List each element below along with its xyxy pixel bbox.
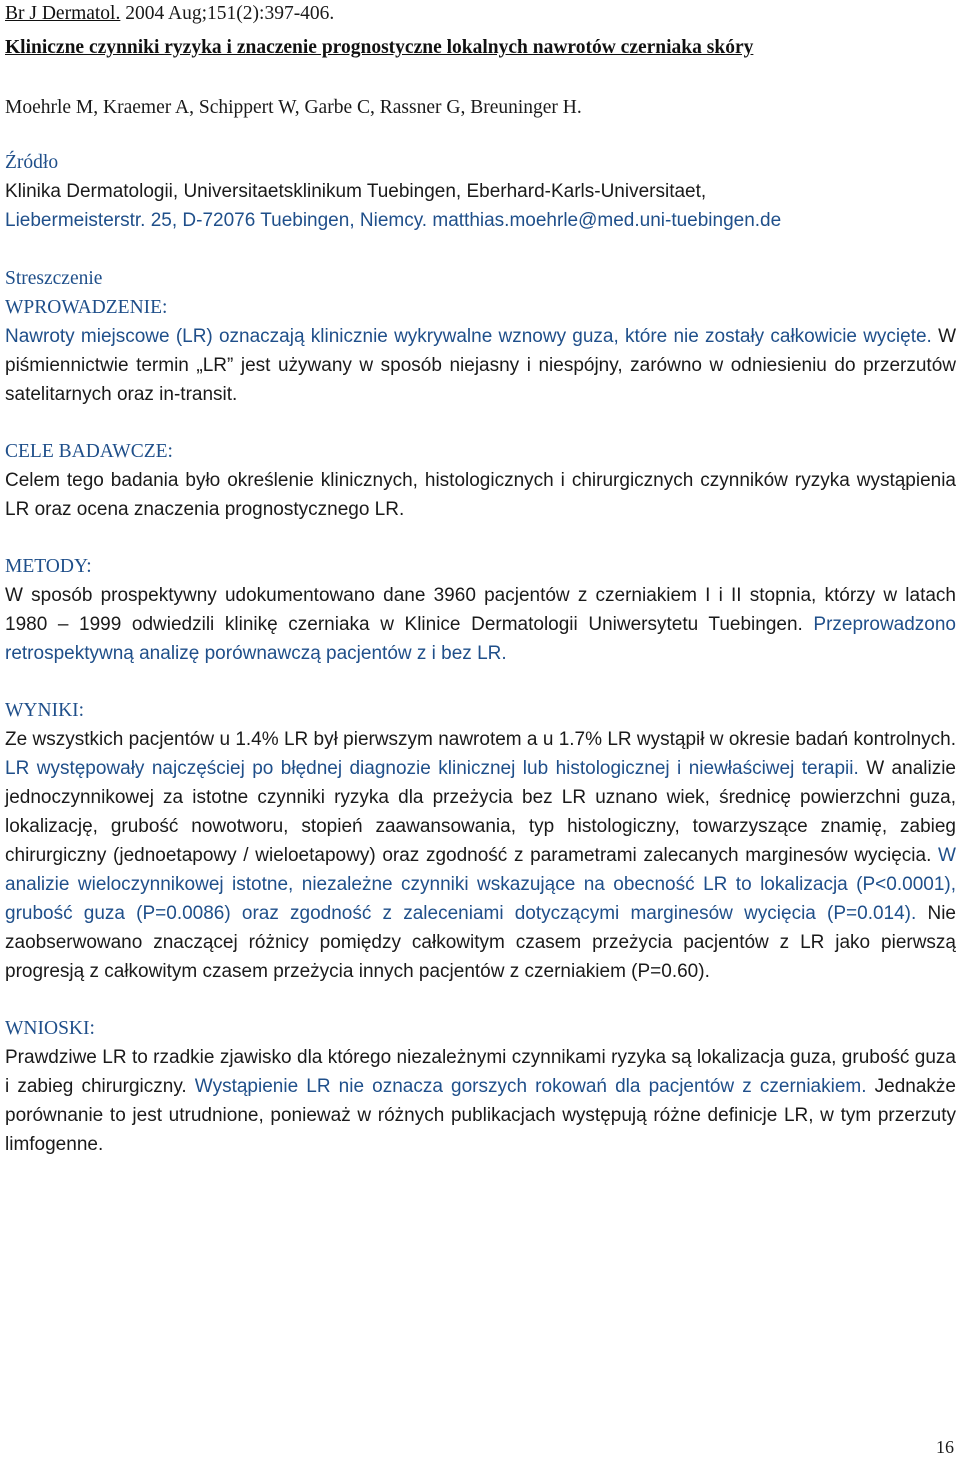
authors: Moehrle M, Kraemer A, Schippert W, Garbe C, Rassner G, Breuninger H. [5,97,582,118]
methods-text [5,581,956,668]
methods-text-part2: Przeprowadzono retrospektywną analizę porównawczą pacjentów z i bez LR. [5,614,956,664]
intro-heading: WPROWADZENIE: [5,297,168,318]
affiliation-email: matthias.moehrle@med.uni-tuebingen.de [432,210,782,231]
article-title [5,33,956,63]
journal-link[interactable]: Br J Dermatol. [5,3,121,24]
article-title-link[interactable]: Kliniczne czynniki ryzyka i znaczenie prognostyczne lokalnych nawrotów czerniaka skóry [5,37,754,58]
conclusions-text-part2: Wystąpienie LR nie oznacza gorszych rokowań dla pacjentów z czerniakiem. [186,1076,867,1097]
citation-date: 2004 Aug;151(2):397-406. [125,3,335,24]
source-heading: Źródło [5,152,59,173]
results-text [5,725,956,986]
results-text-part2: LR występowały najczęściej po błędnej diagnozie klinicznej lub histologicznej i niewłaściwej terapii. [5,758,859,779]
conclusions-text-part3: Jednakże porównanie to jest utrudnione, ponieważ w różnych publikacjach występują różne definicje LR, w tym przerzuty limfogenne. [5,1076,956,1155]
results-text-part5: Nie zaobserwowano znaczącej różnicy pomiędzy całkowitym czasem przeżycia pacjentów z LR jako pierwszą progresją z całkowitym czasem przeżycia innych pacjentów z czerniakiem (P=0.60). [5,903,956,982]
conclusions-text-part1: Prawdziwe LR to rzadkie zjawisko dla którego niezależnymi czynnikami ryzyka są lokalizacja guza, grubość guza i zabieg chirurgiczny. [5,1047,956,1097]
conclusions-text [5,1043,956,1159]
affiliation [5,177,956,235]
document-page [5,0,956,1159]
results-text-part4: W analizie wieloczynnikowej istotne, niezależne czynniki wskazujące na obecność LR to lokalizacja (P<0.0001), grubość guza (P=0.0086) oraz zgodność z zaleceniami dotyczącymi marginesów wycięcia (P=0.014). [5,845,956,924]
intro-text [5,322,956,409]
aims-heading: CELE BADAWCZE: [5,441,173,462]
conclusions-heading: WNIOSKI: [5,1018,95,1039]
affiliation-line2: Liebermeisterstr. 25, D-72076 Tuebingen, Niemcy. [5,210,428,231]
citation-line [5,0,956,27]
intro-text-part1: Nawroty miejscowe (LR) oznaczają klinicznie wykrywalne wznowy guza, które nie zostały całkowicie wycięte. [5,326,932,347]
intro-text-part2: W piśmiennictwie termin „LR” jest używany w sposób niejasny i niespójny, zarówno w odniesieniu do przerzutów satelitarnych oraz in-transit. [5,326,957,405]
page-number: 16 [936,1437,954,1457]
abstract-heading: Streszczenie [5,268,103,289]
methods-heading: METODY: [5,556,92,577]
affiliation-line1: Klinika Dermatologii, Universitaetsklinikum Tuebingen, Eberhard-Karls-Universitaet, [5,181,707,202]
results-text-part1: Ze wszystkich pacjentów u 1.4% LR był pierwszym nawrotem a u 1.7% LR wystąpił w okresie badań kontrolnych. [5,729,956,750]
results-heading: WYNIKI: [5,700,85,721]
methods-text-part1: W sposób prospektywny udokumentowano dane 3960 pacjentów z czerniakiem I i II stopnia, którzy w latach 1980 – 1999 odwiedzili klinikę czerniaka w Klinice Dermatologii Uniwersytetu Tuebingen. [5,585,956,635]
aims-text: Celem tego badania było określenie klinicznych, histologicznych i chirurgicznych czynników ryzyka wystąpienia LR oraz ocena znaczenia prognostycznego LR. [5,470,956,520]
results-text-part3: W analizie jednoczynnikowej za istotne czynniki ryzyka dla przeżycia bez LR uznano wiek, średnicę powierzchni guza, lokalizację, grubość nowotworu, stopień zaawansowania, typ histologiczny, towarzyszące znamię, zabieg chirurgiczny (jednoetapowy / wieloetapowy) oraz zgodność z parametrami zalecanych marginesów wycięcia. [5,758,956,866]
